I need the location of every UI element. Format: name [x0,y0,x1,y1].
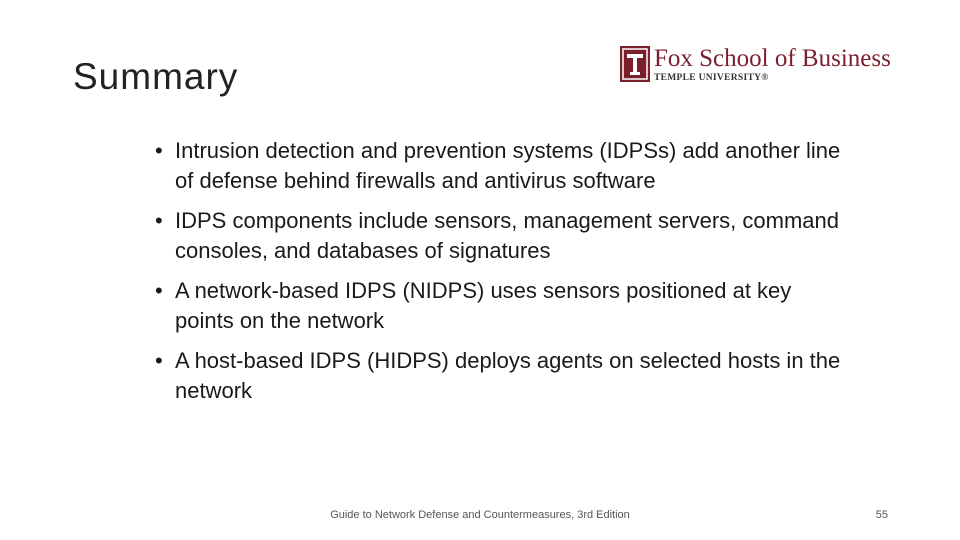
bullet-item [155,206,855,266]
bullet-item [155,136,855,196]
temple-t-logo-icon [620,46,650,82]
slide-footer: Guide to Network Defense and Countermeasures, 3rd Edition [330,509,630,521]
bullet-marker: • [155,208,163,233]
logo-subtitle: TEMPLE UNIVERSITY® [654,72,769,83]
fox-school-logo [620,44,891,84]
page-number: 55 [875,509,888,521]
bullet-marker: • [155,348,163,373]
bullet-text: A host-based IDPS (HIDPS) deploys agents on selected hosts in the network [175,348,841,403]
bullet-list [155,136,855,416]
slide-title: Summary [73,56,239,97]
logo-name: Fox School of Business [654,44,891,72]
bullet-text: Intrusion detection and prevention systems (IDPSs) add another line of defense behind firewalls and antivirus software [175,138,841,193]
bullet-marker: • [155,278,163,303]
bullet-text: IDPS components include sensors, management servers, command consoles, and databases of signatures [175,208,839,263]
bullet-item [155,346,855,406]
bullet-item [155,276,855,336]
logo-text [654,46,891,83]
bullet-text: A network-based IDPS (NIDPS) uses sensors positioned at key points on the network [175,278,792,333]
bullet-marker: • [155,138,163,163]
